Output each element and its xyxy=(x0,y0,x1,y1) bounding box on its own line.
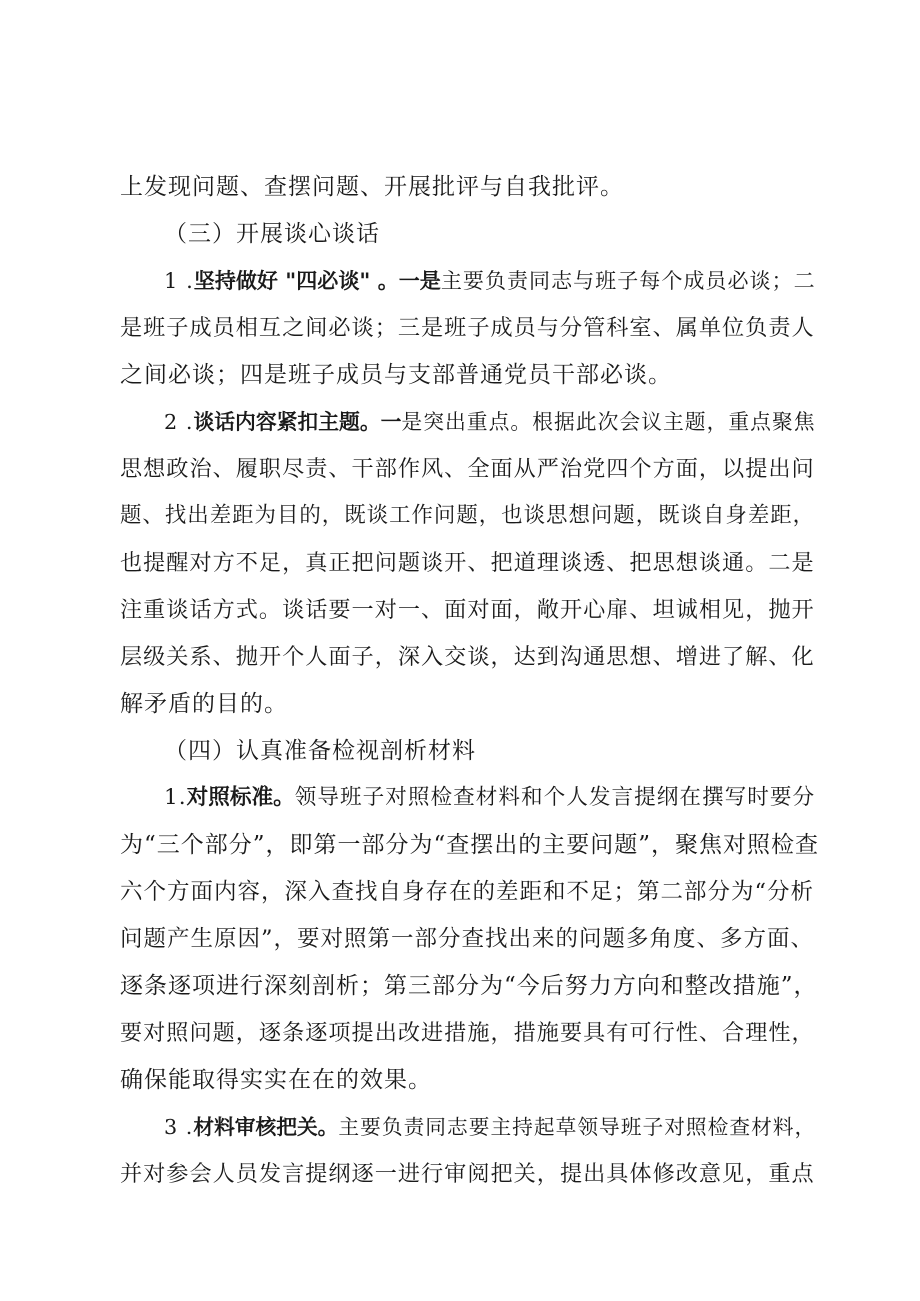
item-number: 1. xyxy=(164,785,187,810)
text-line: 之间必谈；四是班子成员与支部普通党员干部必谈。 xyxy=(120,362,672,388)
paragraph-3-start xyxy=(164,783,820,813)
item-title: 对照标准。 xyxy=(186,785,295,810)
item-number: 3 . xyxy=(164,1115,194,1139)
text-line: 上发现问题、查摆问题、开展批评与自我批评。 xyxy=(120,174,624,200)
text-line: 要对照问题，逐条逐项提出改进措施，措施要具有可行性、合理性， xyxy=(120,1020,815,1046)
section-heading-3: （三）开展谈心谈话 xyxy=(164,221,380,247)
item-lead: 一是 xyxy=(398,268,441,293)
text-line: 思想政治、履职尽责、干部作风、全面从严治党四个方面，以提出问 xyxy=(120,456,815,482)
paragraph-4-start xyxy=(164,1112,820,1142)
item-lead: 一 xyxy=(380,410,402,434)
text-line: 层级关系、抛开个人面子，深入交谈，达到沟通思想、增进了解、化 xyxy=(120,644,815,670)
item-text: 主要负责同志要主持起草领导班子对照检查材料， xyxy=(338,1115,817,1139)
paragraph-2-start xyxy=(164,407,820,437)
item-text: 领导班子对照检查材料和个人发言提纲在撰写时要分 xyxy=(294,785,816,810)
item-title: 材料审核把关。 xyxy=(193,1115,339,1139)
text-line: 解矛盾的目的。 xyxy=(120,691,288,717)
text-line: 六个方面内容，深入查找自身存在的差距和不足；第二部分为“分析 xyxy=(120,879,815,905)
item-text: 主要负责同志与班子每个成员必谈；二 xyxy=(440,268,816,293)
text-line: 确保能取得实实在在的效果。 xyxy=(120,1067,432,1093)
text-line: 并对参会人员发言提纲逐一进行审阅把关，提出具体修改意见，重点 xyxy=(120,1161,815,1187)
section-heading-4: （四）认真准备检视剖析材料 xyxy=(164,738,476,764)
paragraph-1-start xyxy=(164,266,820,296)
text-line: 是班子成员相互之间必谈；三是班子成员与分管科室、属单位负责人 xyxy=(120,315,815,341)
item-number: 2 . xyxy=(164,410,194,434)
item-number: 1 . xyxy=(164,268,194,293)
item-text: 是突出重点。根据此次会议主题，重点聚焦 xyxy=(401,410,816,434)
item-title: 坚持做好 "四必谈" 。 xyxy=(193,268,399,293)
text-line: 也提醒对方不足，真正把问题谈开、把道理谈透、把思想谈通。二是 xyxy=(120,550,815,576)
text-line: 问题产生原因”，要对照第一部分查找出来的问题多角度、多方面、 xyxy=(120,926,815,952)
text-line: 为“三个部分”，即第一部分为“查摆出的主要问题”，聚焦对照检查 xyxy=(120,832,820,858)
text-line: 逐条逐项进行深刻剖析；第三部分为“今后努力方向和整改措施”， xyxy=(120,973,818,999)
text-line: 注重谈话方式。谈话要一对一、面对面，敞开心扉、坦诚相见，抛开 xyxy=(120,597,815,623)
item-title: 谈话内容紧扣主题。 xyxy=(193,410,381,434)
text-line: 题、找出差距为目的，既谈工作问题，也谈思想问题，既谈自身差距， xyxy=(120,503,816,528)
